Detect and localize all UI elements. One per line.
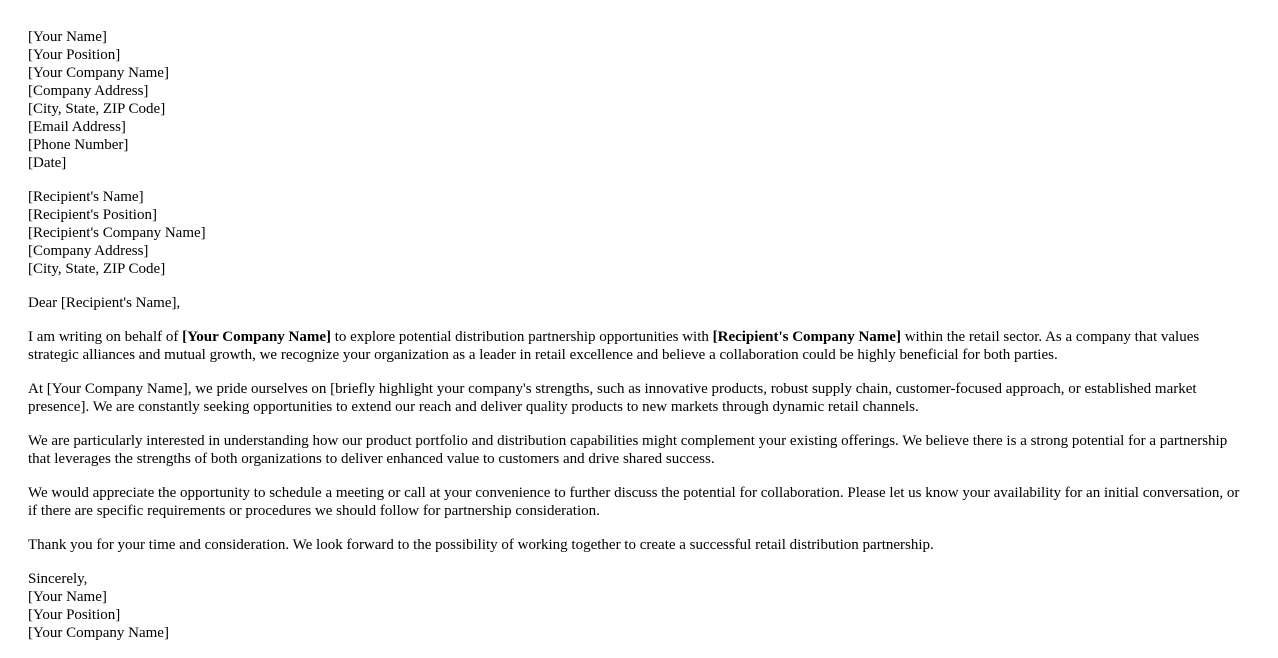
sender-position: [Your Position] bbox=[28, 47, 121, 63]
sender-company: [Your Company Name] bbox=[28, 65, 169, 81]
closing-name: [Your Name] bbox=[28, 589, 107, 605]
sender-address-block bbox=[28, 28, 1250, 172]
sender-address: [Company Address] bbox=[28, 83, 149, 99]
sender-name: [Your Name] bbox=[28, 29, 107, 45]
letter-document bbox=[28, 28, 1250, 658]
sender-phone: [Phone Number] bbox=[28, 137, 129, 153]
paragraph-interest: We are particularly interested in understanding how our product portfolio and distribution capabilities might complement your existing offerings. We believe there is a strong potential for a partnership that leverages the strengths of both organizations to deliver enhanced value to customers and drive shared success. bbox=[28, 433, 1228, 467]
paragraph-intro-text-2: to explore potential distribution partnership opportunities with bbox=[331, 329, 713, 345]
paragraph-thanks: Thank you for your time and consideration. We look forward to the possibility of working together to create a successful retail distribution partnership. bbox=[28, 537, 934, 553]
recipient-address-block bbox=[28, 188, 1250, 278]
closing-signoff: Sincerely, bbox=[28, 571, 88, 587]
sender-company-bold: [Your Company Name] bbox=[182, 329, 332, 345]
paragraph-strengths: At [Your Company Name], we pride ourselves on [briefly highlight your company's strengths, such as innovative products, robust supply chain, customer-focused approach, or established market presence]. We are constantly seeking opportunities to extend our reach and deliver quality products to new markets through dynamic retail channels. bbox=[28, 381, 1197, 415]
recipient-company: [Recipient's Company Name] bbox=[28, 225, 206, 241]
paragraph-intro-text-1: I am writing on behalf of bbox=[28, 329, 183, 345]
salutation: Dear [Recipient's Name], bbox=[28, 295, 181, 311]
recipient-position: [Recipient's Position] bbox=[28, 207, 157, 223]
sender-email: [Email Address] bbox=[28, 119, 126, 135]
sender-city: [City, State, ZIP Code] bbox=[28, 101, 166, 117]
recipient-name: [Recipient's Name] bbox=[28, 189, 144, 205]
paragraph-intro-text-3: within the retail sector. As a company that values strategic alliances and mutual growth, we recognize your organization as a leader in retail excellence and believe a collaboration could be highly beneficial for both parties. bbox=[28, 329, 1200, 363]
closing-block bbox=[28, 570, 1250, 642]
recipient-city: [City, State, ZIP Code] bbox=[28, 261, 166, 277]
closing-company: [Your Company Name] bbox=[28, 625, 169, 641]
letter-date: [Date] bbox=[28, 155, 67, 171]
closing-position: [Your Position] bbox=[28, 607, 121, 623]
paragraph-meeting-request: We would appreciate the opportunity to schedule a meeting or call at your convenience to further discuss the potential for collaboration. Please let us know your availability for an initial conversation, or if there are specific requirements or procedures we should follow for partnership consideration. bbox=[28, 485, 1240, 519]
recipient-company-bold: [Recipient's Company Name] bbox=[712, 329, 901, 345]
paragraph-intro bbox=[28, 328, 1250, 364]
recipient-address: [Company Address] bbox=[28, 243, 149, 259]
